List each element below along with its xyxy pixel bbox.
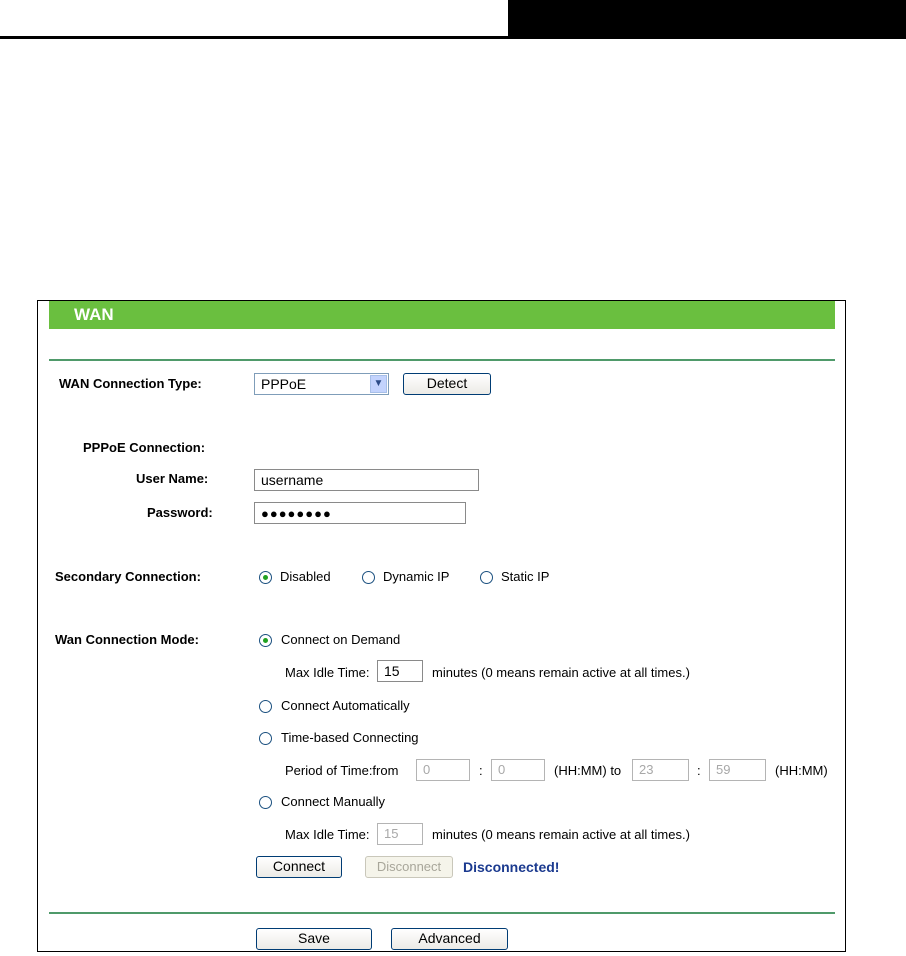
header-black-block <box>508 0 906 39</box>
header-divider-line <box>0 36 510 39</box>
password-label: Password: <box>147 505 213 520</box>
connect-button[interactable]: Connect <box>256 856 342 878</box>
connect-on-demand-label: Connect on Demand <box>281 632 401 647</box>
wan-connection-mode-label: Wan Connection Mode: <box>55 632 199 647</box>
connect-automatically-radio[interactable] <box>259 700 272 713</box>
secondary-static-ip-radio[interactable] <box>480 571 493 584</box>
period-to-colon: : <box>697 763 701 778</box>
detect-button[interactable]: Detect <box>403 373 491 395</box>
pppoe-section-label: PPPoE Connection: <box>83 440 206 455</box>
wan-connection-type-value: PPPoE <box>261 376 307 392</box>
panel-title-bar <box>49 301 835 329</box>
secondary-disabled-label: Disabled <box>280 569 331 584</box>
bottom-divider <box>49 912 835 914</box>
connect-manually-label: Connect Manually <box>281 794 386 809</box>
period-of-time-label: Period of Time:from <box>285 763 399 778</box>
connect-on-demand-radio[interactable] <box>259 634 272 647</box>
secondary-disabled-radio[interactable] <box>259 571 272 584</box>
chevron-down-icon[interactable]: ▼ <box>370 375 387 393</box>
top-divider <box>49 359 835 361</box>
username-label: User Name: <box>136 471 209 486</box>
connect-automatically-label: Connect Automatically <box>281 698 410 713</box>
connection-status: Disconnected! <box>463 859 560 875</box>
max-idle-time-hint: minutes (0 means remain active at all times.) <box>432 665 690 680</box>
max-idle-time-label: Max Idle Time: <box>285 665 370 680</box>
wan-connection-type-select[interactable] <box>254 373 389 395</box>
disconnect-button[interactable]: Disconnect <box>365 856 453 878</box>
period-from-hour-input[interactable]: 0 <box>416 759 470 781</box>
time-based-connecting-radio[interactable] <box>259 732 272 745</box>
period-to-label: (HH:MM) to <box>554 763 622 778</box>
advanced-button[interactable]: Advanced <box>391 928 508 950</box>
save-button[interactable]: Save <box>256 928 372 950</box>
connect-manually-radio[interactable] <box>259 796 272 809</box>
password-input[interactable]: ●●●●●●●● <box>254 502 466 524</box>
wan-connection-type-label: WAN Connection Type: <box>59 376 202 391</box>
manual-max-idle-hint: minutes (0 means remain active at all times.) <box>432 827 690 842</box>
period-to-minute-input[interactable]: 59 <box>709 759 766 781</box>
period-end-format-label: (HH:MM) <box>775 763 828 778</box>
manual-max-idle-input[interactable]: 15 <box>377 823 423 845</box>
period-from-minute-input[interactable]: 0 <box>491 759 545 781</box>
period-from-colon: : <box>479 763 483 778</box>
time-based-connecting-label: Time-based Connecting <box>281 730 419 745</box>
username-input[interactable]: username <box>254 469 479 491</box>
secondary-dynamic-ip-radio[interactable] <box>362 571 375 584</box>
secondary-dynamic-ip-label: Dynamic IP <box>383 569 450 584</box>
panel-title: WAN <box>74 305 114 324</box>
secondary-static-ip-label: Static IP <box>501 569 550 584</box>
period-to-hour-input[interactable]: 23 <box>632 759 689 781</box>
max-idle-time-input[interactable]: 15 <box>377 660 423 682</box>
secondary-connection-label: Secondary Connection: <box>55 569 201 584</box>
manual-max-idle-label: Max Idle Time: <box>285 827 370 842</box>
wan-settings-panel <box>37 300 846 952</box>
